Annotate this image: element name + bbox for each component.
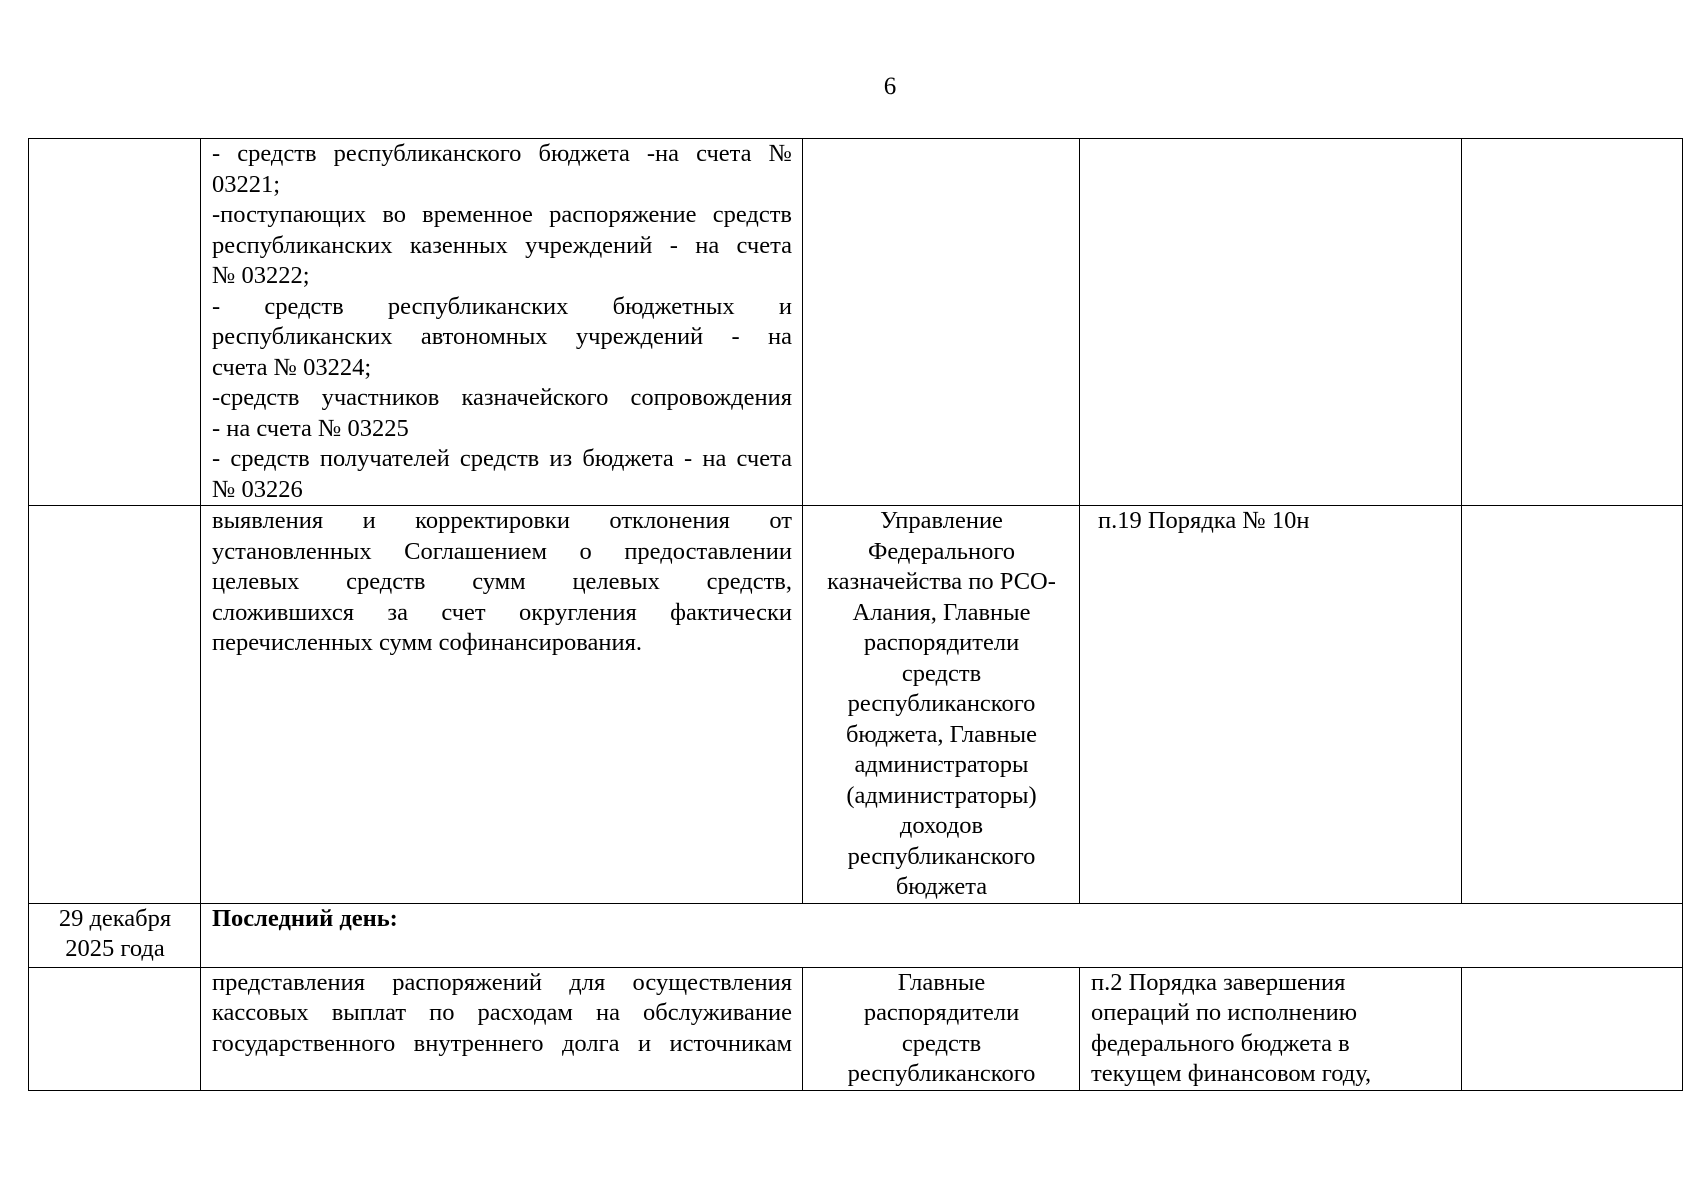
event-cell xyxy=(201,506,803,904)
executor-line: бюджета, Главные xyxy=(845,720,1038,748)
reference-cell xyxy=(1080,139,1462,506)
event-cell xyxy=(201,967,803,1090)
reference-line: п.19 Порядка № 10н xyxy=(1098,507,1310,534)
text-line: -поступающих во временное распоряжение средств xyxy=(212,201,792,228)
executor-line: Управление xyxy=(880,507,1003,534)
date-cell xyxy=(29,139,201,506)
text-line: № 03226 xyxy=(212,475,303,503)
text-line: государственного внутреннего долга и источникам xyxy=(212,1029,792,1057)
date-cell xyxy=(29,506,201,904)
executor-line: администраторы xyxy=(854,751,1029,778)
executor-line: распорядители xyxy=(863,629,1020,656)
date-line: 2025 года xyxy=(65,935,165,962)
text-line: представления распоряжений для осуществления xyxy=(212,968,792,996)
section-heading-cell xyxy=(201,903,1683,967)
executor-line: казначейства по РСО- xyxy=(827,568,1056,595)
reference-line: текущем финансовом году, xyxy=(1091,1060,1372,1087)
text-line: -средств участников казначейского сопровождения xyxy=(212,384,792,411)
executor-line: (администраторы) xyxy=(846,781,1037,809)
text-line: 03221; xyxy=(212,170,281,198)
table-row xyxy=(29,506,1683,904)
reference-cell xyxy=(1080,967,1462,1090)
text-line: перечисленных сумм софинансирования. xyxy=(212,629,643,656)
text-line: - средств республиканского бюджета -на счета № xyxy=(212,140,792,167)
schedule-table xyxy=(28,138,1683,1091)
text-line: установленных Соглашением о предоставлении xyxy=(212,537,792,565)
note-cell xyxy=(1462,506,1683,904)
text-line: кассовых выплат по расходам на обслуживание xyxy=(212,999,792,1026)
date-cell xyxy=(29,967,201,1090)
text-line: - средств получателей средств из бюджета - на счета xyxy=(212,445,792,472)
executor-line: республиканского xyxy=(847,690,1036,717)
executor-cell xyxy=(803,139,1080,506)
table-row xyxy=(29,139,1683,506)
note-cell xyxy=(1462,967,1683,1090)
text-line: - средств республиканских бюджетных и xyxy=(212,292,792,320)
reference-line: операций по исполнению xyxy=(1091,999,1358,1026)
executor-line: Главные xyxy=(897,968,986,996)
executor-cell xyxy=(803,967,1080,1090)
text-line: выявления и корректировки отклонения от xyxy=(212,507,792,534)
executor-line: средств xyxy=(901,659,982,687)
reference-line: федерального бюджета в xyxy=(1091,1029,1350,1057)
executor-line: Алания, Главные xyxy=(852,598,1031,626)
reference-cell xyxy=(1080,506,1462,904)
section-heading: Последний день: xyxy=(212,904,398,932)
table-row xyxy=(29,967,1683,1090)
event-cell xyxy=(201,139,803,506)
executor-line: бюджета xyxy=(895,873,988,900)
executor-line: доходов xyxy=(899,812,984,839)
date-cell xyxy=(29,903,201,967)
date-line: 29 декабря xyxy=(58,904,172,932)
executor-line: республиканского xyxy=(847,842,1036,870)
text-line: целевых средств сумм целевых средств, xyxy=(212,568,792,595)
text-line: республиканских казенных учреждений - на счета xyxy=(212,231,792,259)
executor-line: распорядители xyxy=(863,999,1020,1026)
text-line: республиканских автономных учреждений - на xyxy=(212,323,792,350)
note-cell xyxy=(1462,139,1683,506)
page-number: 6 xyxy=(883,73,897,100)
executor-line: республиканского xyxy=(847,1060,1036,1087)
table-row xyxy=(29,903,1683,967)
reference-line: п.2 Порядка завершения xyxy=(1091,968,1346,996)
text-line: - на счета № 03225 xyxy=(212,414,409,442)
executor-cell xyxy=(803,506,1080,904)
executor-line: Федерального xyxy=(867,537,1016,565)
text-line: № 03222; xyxy=(212,262,310,289)
text-line: сложившихся за счет округления фактически xyxy=(212,598,792,626)
text-line: счета № 03224; xyxy=(212,353,372,381)
executor-line: средств xyxy=(901,1029,982,1057)
